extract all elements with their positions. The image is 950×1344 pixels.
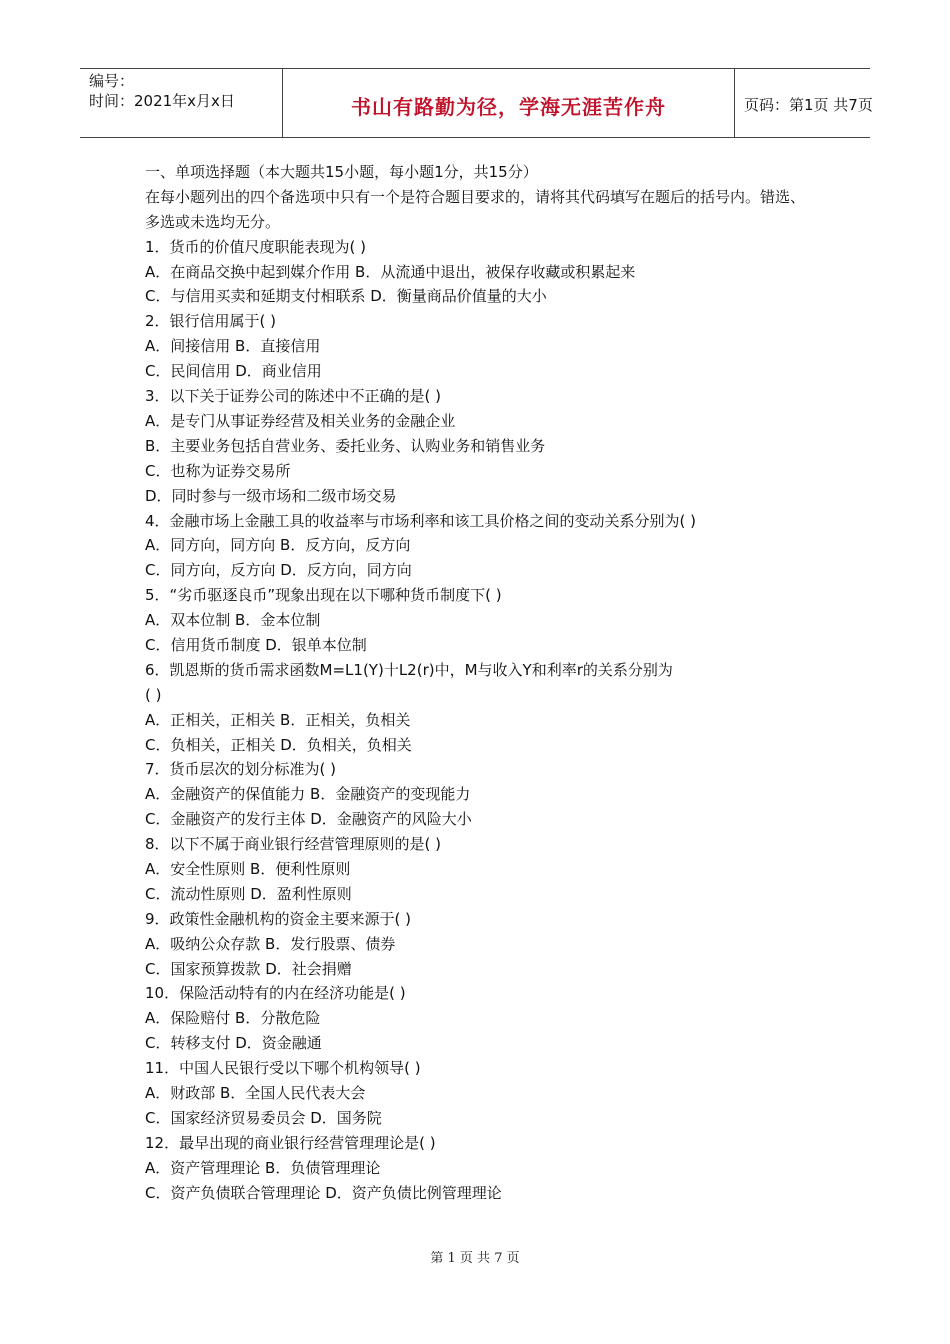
- question-line: 4．金融市场上金融工具的收益率与市场利率和该工具价格之间的变动关系分别为( ): [145, 511, 697, 530]
- question-line: C．国家经济贸易委员会 D．国务院: [145, 1108, 382, 1127]
- question-line: C．与信用买卖和延期支付相联系 D．衡量商品价值量的大小: [145, 287, 547, 306]
- question-line: C．信用货币制度 D．银单本位制: [145, 635, 367, 654]
- header-left-cell: [80, 69, 282, 137]
- question-line: C．流动性原则 D．盈利性原则: [145, 884, 352, 903]
- header-motto-cell: [282, 69, 735, 137]
- question-line: 6．凯恩斯的货币需求函数M=L1(Y)十L2(r)中，M与收入Y和利率r的关系分别为: [145, 660, 673, 679]
- question-line: C．转移支付 D．资金融通: [145, 1034, 322, 1053]
- question-line: A．正相关，正相关 B．正相关，负相关: [145, 710, 411, 729]
- question-line: C．负相关，正相关 D．负相关，负相关: [145, 735, 412, 754]
- question-line: C．国家预算拨款 D．社会捐赠: [145, 959, 352, 978]
- question-line: A．双本位制 B．金本位制: [145, 611, 321, 630]
- question-line: A．同方向，同方向 B．反方向，反方向: [145, 536, 411, 555]
- question-line: A．资产管理理论 B．负债管理理论: [145, 1158, 381, 1177]
- header-right-cell: [734, 69, 873, 137]
- question-line: A．安全性原则 B．便利性原则: [145, 859, 351, 878]
- question-line: C．同方向，反方向 D．反方向，同方向: [145, 561, 412, 580]
- question-line: ( ): [145, 685, 162, 704]
- question-list: [145, 235, 810, 1206]
- question-line: 8．以下不属于商业银行经营管理原则的是( ): [145, 835, 442, 854]
- question-line: B．主要业务包括自营业务、委托业务、认购业务和销售业务: [145, 436, 546, 455]
- question-line: 11．中国人民银行受以下哪个机构领导( ): [145, 1059, 421, 1078]
- section-title: 一、单项选择题（本大题共15小题，每小题1分，共15分）: [145, 163, 538, 181]
- exam-content: [145, 160, 810, 1205]
- question-line: A．是专门从事证券经营及相关业务的金融企业: [145, 411, 456, 430]
- question-line: 10．保险活动特有的内在经济功能是( ): [145, 984, 406, 1003]
- question-line: 5．“劣币驱逐良币”现象出现在以下哪种货币制度下( ): [145, 586, 502, 605]
- question-line: A．保险赔付 B．分散危险: [145, 1009, 321, 1028]
- question-line: A．在商品交换中起到媒介作用 B．从流通中退出，被保存收藏或积累起来: [145, 262, 636, 281]
- question-line: C．金融资产的发行主体 D．金融资产的风险大小: [145, 810, 472, 829]
- question-line: 1．货币的价值尺度职能表现为( ): [145, 237, 367, 256]
- header-page-info: 页码：第1页 共7页: [744, 96, 873, 114]
- question-line: 9．政策性金融机构的资金主要来源于( ): [145, 909, 412, 928]
- question-line: A．吸纳公众存款 B．发行股票、债券: [145, 934, 396, 953]
- question-line: A．金融资产的保值能力 B．金融资产的变现能力: [145, 785, 471, 804]
- question-line: 12．最早出现的商业银行经营管理理论是( ): [145, 1133, 436, 1152]
- question-line: C．资产负债联合管理理论 D．资产负债比例管理理论: [145, 1183, 502, 1202]
- question-line: A．间接信用 B．直接信用: [145, 337, 321, 356]
- section-instructions: 在每小题列出的四个备选项中只有一个是符合题目要求的，请将其代码填写在题后的括号内。错选、多选或未选均无分。: [145, 187, 806, 231]
- question-line: C．民间信用 D．商业信用: [145, 362, 322, 381]
- question-line: 7．货币层次的划分标准为( ): [145, 760, 337, 779]
- number-label: 编号：: [89, 72, 135, 90]
- time-label: 时间：2021年x月x日: [89, 92, 235, 110]
- question-line: 3．以下关于证券公司的陈述中不正确的是( ): [145, 387, 442, 406]
- question-line: 2．银行信用属于( ): [145, 312, 277, 331]
- question-line: C．也称为证券交易所: [145, 461, 291, 480]
- page-header: [80, 68, 873, 138]
- question-line: D．同时参与一级市场和二级市场交易: [145, 486, 397, 505]
- question-line: A．财政部 B．全国人民代表大会: [145, 1083, 366, 1102]
- page-footer: 第 1 页 共 7 页: [430, 1251, 520, 1266]
- motto-text: 书山有路勤为径，学海无涯苦作舟: [351, 95, 666, 119]
